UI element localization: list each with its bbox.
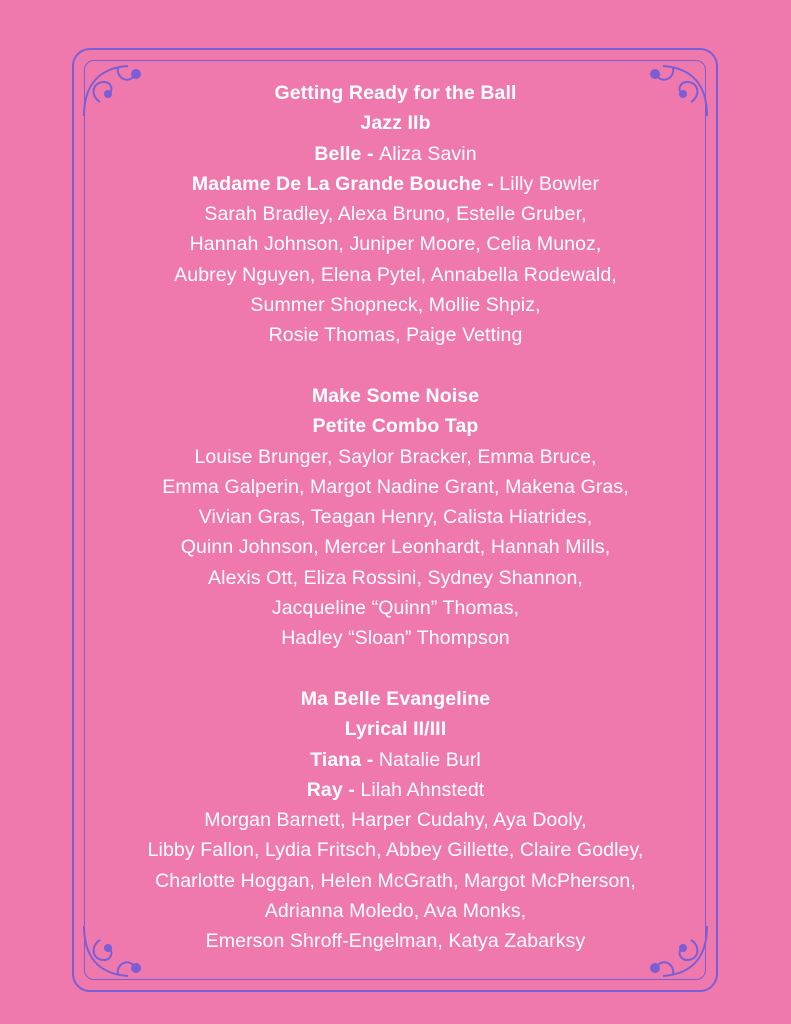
section-class: Lyrical II/III — [344, 718, 447, 741]
cast-line: Emma Galperin, Margot Nadine Grant, Makena Gras, — [162, 475, 629, 498]
cast-line: Quinn Johnson, Mercer Leonhardt, Hannah Mills, — [180, 536, 611, 559]
section-spacer — [90, 351, 701, 381]
section-title: Make Some Noise — [311, 384, 480, 407]
section-spacer — [90, 654, 701, 684]
section-title: Getting Ready for the Ball — [274, 82, 517, 104]
role-name: Natalie Burl — [378, 748, 481, 771]
role-line — [90, 745, 701, 775]
cast-line: Jacqueline “Quinn” Thomas, — [271, 597, 520, 620]
cast-line: Hadley “Sloan” Thompson — [281, 627, 510, 650]
role-line — [90, 139, 701, 169]
role-name: Lilly Bowler — [499, 172, 600, 195]
section-title: Ma Belle Evangeline — [300, 687, 491, 710]
cast-line: Sarah Bradley, Alexa Bruno, Estelle Gruber, — [204, 203, 587, 226]
cast-line: Hannah Johnson, Juniper Moore, Celia Munoz, — [189, 233, 602, 256]
role-label: Tiana - — [310, 748, 379, 771]
cast-line: Alexis Ott, Eliza Rossini, Sydney Shannon, — [208, 566, 583, 589]
role-line — [90, 775, 701, 805]
cast-line: Louise Brunger, Saylor Bracker, Emma Bruce, — [194, 445, 597, 468]
cast-line: Emerson Shroff-Engelman, Katya Zabarksy — [205, 930, 586, 953]
section-class: Petite Combo Tap — [312, 415, 479, 438]
role-label: Madame De La Grande Bouche - — [191, 172, 500, 195]
cast-line: Rosie Thomas, Paige Vetting — [268, 324, 523, 347]
cast-line: Vivian Gras, Teagan Henry, Calista Hiatrides, — [198, 506, 593, 529]
cast-line: Morgan Barnett, Harper Cudahy, Aya Dooly, — [204, 809, 587, 832]
role-line — [90, 169, 701, 199]
role-name: Lilah Ahnstedt — [360, 778, 485, 801]
role-label: Ray - — [306, 778, 361, 801]
cast-line: Adrianna Moledo, Ava Monks, — [264, 900, 527, 923]
cast-line: Summer Shopneck, Mollie Shpiz, — [250, 294, 541, 317]
cast-line: Libby Fallon, Lydia Fritsch, Abbey Gillette, Claire Godley, — [147, 839, 644, 862]
role-name: Aliza Savin — [379, 142, 477, 165]
role-label: Belle - — [314, 142, 380, 165]
program-content — [90, 78, 701, 957]
section-class: Jazz IIb — [360, 112, 431, 135]
cast-line: Charlotte Hoggan, Helen McGrath, Margot McPherson, — [155, 869, 636, 892]
cast-line: Aubrey Nguyen, Elena Pytel, Annabella Rodewald, — [174, 263, 617, 286]
